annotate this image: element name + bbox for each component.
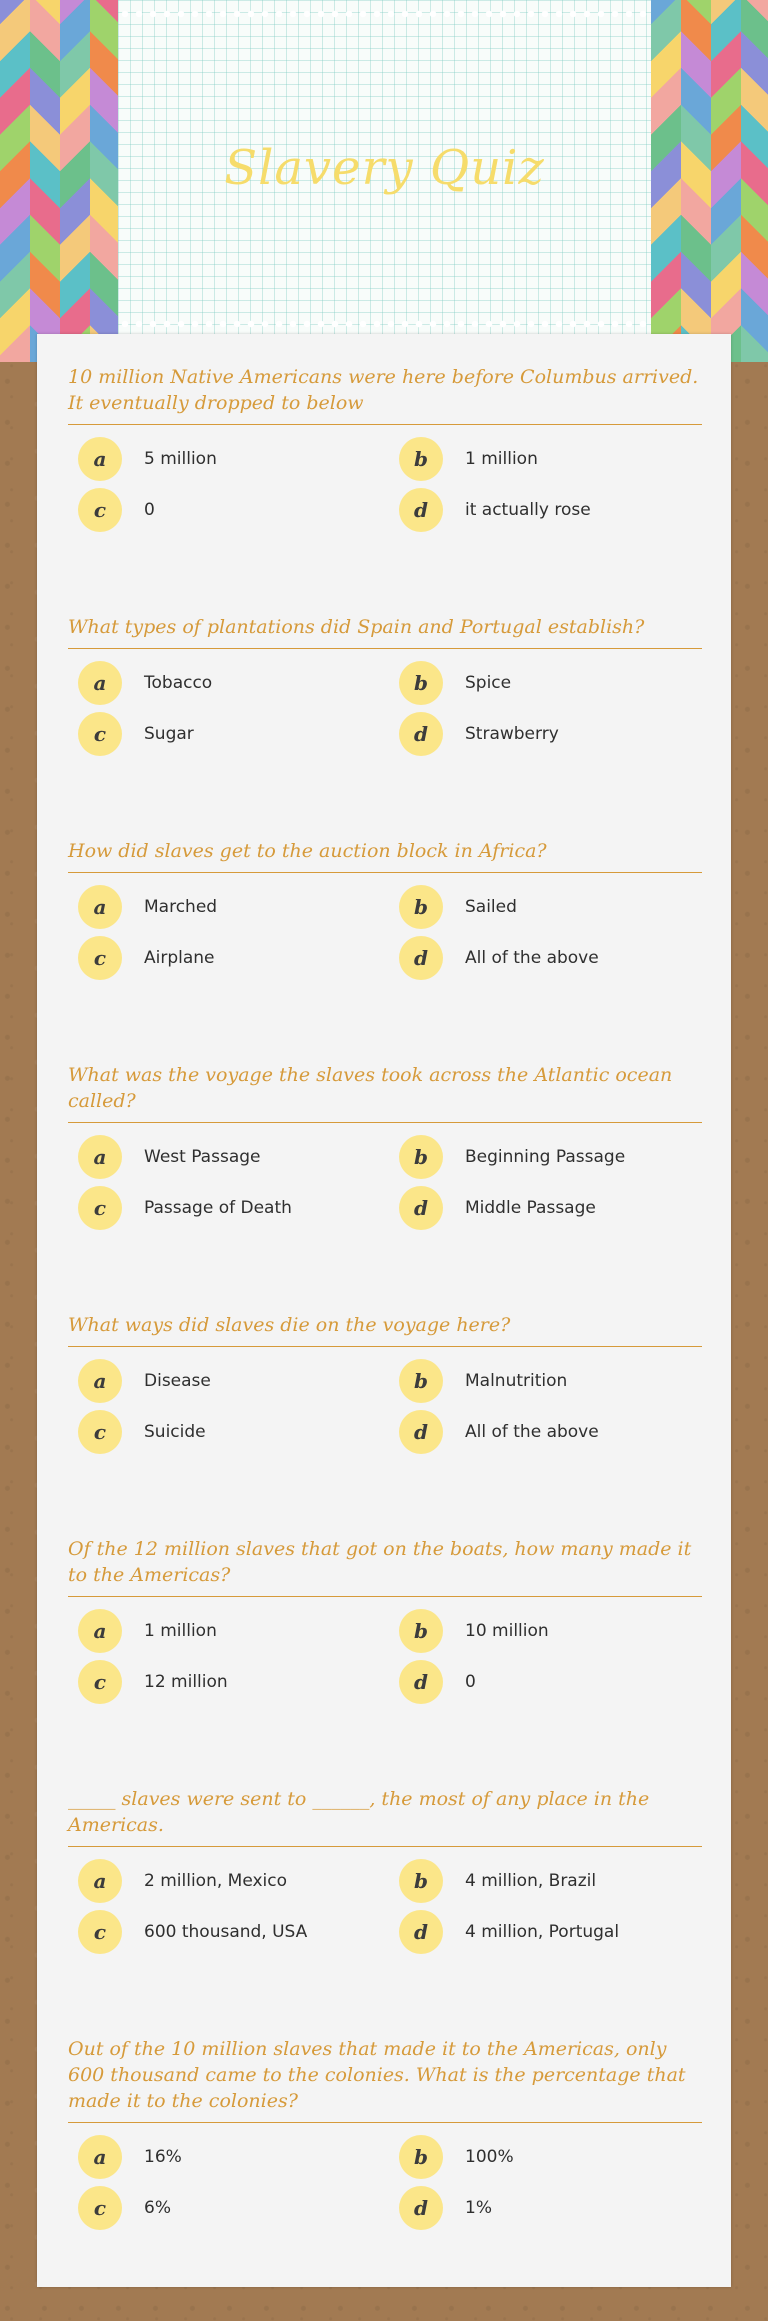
- option-label: Strawberry: [465, 723, 559, 744]
- option-letter-badge: a: [78, 1135, 122, 1179]
- option-c[interactable]: [78, 1660, 391, 1703]
- chevron-pattern-right: [651, 0, 768, 362]
- option-label: 16%: [144, 2146, 182, 2167]
- option-b[interactable]: [399, 1609, 712, 1652]
- option-d[interactable]: [399, 1910, 712, 1953]
- question-text: What was the voyage the slaves took across the Atlantic ocean called?: [68, 1062, 702, 1123]
- option-b[interactable]: [399, 1135, 712, 1178]
- option-letter-badge: d: [399, 1186, 443, 1230]
- option-letter-badge: d: [399, 936, 443, 980]
- option-c[interactable]: [78, 2186, 391, 2229]
- question-3: [68, 838, 702, 979]
- chevron-pattern-left: [0, 0, 118, 362]
- question-text: _____ slaves were sent to ______, the most of any place in the Americas.: [68, 1786, 702, 1847]
- question-text: What types of plantations did Spain and Portugal establish?: [68, 614, 702, 649]
- option-letter-badge: c: [78, 2186, 122, 2230]
- option-grid: [68, 1859, 702, 1953]
- option-d[interactable]: [399, 1660, 712, 1703]
- chevron-band: [60, 0, 90, 362]
- option-letter-badge: d: [399, 1910, 443, 1954]
- option-label: 4 million, Portugal: [465, 1921, 620, 1942]
- question-text: 10 million Native Americans were here before Columbus arrived. It eventually dropped to below: [68, 364, 702, 425]
- option-grid: [68, 661, 702, 755]
- option-letter-badge: b: [399, 1609, 443, 1653]
- option-letter-badge: b: [399, 1359, 443, 1403]
- option-c[interactable]: [78, 1186, 391, 1229]
- option-letter-badge: a: [78, 661, 122, 705]
- option-label: Malnutrition: [465, 1370, 568, 1391]
- option-label: 1%: [465, 2197, 492, 2218]
- option-letter-badge: c: [78, 1660, 122, 1704]
- option-letter-badge: d: [399, 712, 443, 756]
- option-letter-badge: a: [78, 437, 122, 481]
- option-letter-badge: d: [399, 1410, 443, 1454]
- question-7: [68, 1786, 702, 1953]
- option-grid: [68, 437, 702, 531]
- option-b[interactable]: [399, 437, 712, 480]
- option-letter-badge: a: [78, 1859, 122, 1903]
- option-label: 600 thousand, USA: [144, 1921, 308, 1942]
- header-banner: [0, 0, 768, 362]
- option-label: 0: [465, 1671, 476, 1692]
- option-label: 1 million: [465, 448, 538, 469]
- option-label: 100%: [465, 2146, 514, 2167]
- question-8: [68, 2036, 702, 2229]
- option-d[interactable]: [399, 712, 712, 755]
- option-d[interactable]: [399, 1186, 712, 1229]
- option-letter-badge: d: [399, 2186, 443, 2230]
- option-c[interactable]: [78, 488, 391, 531]
- option-label: 10 million: [465, 1620, 549, 1641]
- question-2: [68, 614, 702, 755]
- option-b[interactable]: [399, 661, 712, 704]
- option-grid: [68, 1135, 702, 1229]
- question-5: [68, 1312, 702, 1453]
- option-label: Middle Passage: [465, 1197, 596, 1218]
- option-letter-badge: d: [399, 1660, 443, 1704]
- option-letter-badge: a: [78, 885, 122, 929]
- option-label: All of the above: [465, 1421, 599, 1442]
- option-a[interactable]: [78, 1859, 391, 1902]
- option-a[interactable]: [78, 1135, 391, 1178]
- option-a[interactable]: [78, 1359, 391, 1402]
- option-d[interactable]: [399, 1410, 712, 1453]
- option-label: 0: [144, 499, 155, 520]
- option-grid: [68, 2135, 702, 2229]
- option-c[interactable]: [78, 712, 391, 755]
- option-label: Spice: [465, 672, 512, 693]
- option-label: 6%: [144, 2197, 171, 2218]
- chevron-band: [90, 0, 118, 362]
- question-text: What ways did slaves die on the voyage here?: [68, 1312, 702, 1347]
- question-4: [68, 1062, 702, 1229]
- quiz-card: [37, 334, 731, 2287]
- page-title: Slavery Quiz: [224, 140, 545, 196]
- option-letter-badge: d: [399, 488, 443, 532]
- option-grid: [68, 1359, 702, 1453]
- option-c[interactable]: [78, 1410, 391, 1453]
- option-label: Sailed: [465, 896, 517, 917]
- option-letter-badge: c: [78, 712, 122, 756]
- option-a[interactable]: [78, 2135, 391, 2178]
- chevron-band: [651, 0, 681, 362]
- option-letter-badge: b: [399, 2135, 443, 2179]
- option-letter-badge: c: [78, 1410, 122, 1454]
- option-letter-badge: a: [78, 2135, 122, 2179]
- option-label: Beginning Passage: [465, 1146, 626, 1167]
- option-c[interactable]: [78, 1910, 391, 1953]
- option-letter-badge: c: [78, 936, 122, 980]
- option-label: 12 million: [144, 1671, 228, 1692]
- option-label: All of the above: [465, 947, 599, 968]
- chevron-band: [30, 0, 60, 362]
- option-letter-badge: b: [399, 1135, 443, 1179]
- question-1: [68, 364, 702, 531]
- option-b[interactable]: [399, 1859, 712, 1902]
- option-a[interactable]: [78, 1609, 391, 1652]
- option-letter-badge: a: [78, 1359, 122, 1403]
- option-b[interactable]: [399, 1359, 712, 1402]
- option-b[interactable]: [399, 885, 712, 928]
- chevron-band: [681, 0, 711, 362]
- option-label: Marched: [144, 896, 218, 917]
- perforation-top: [118, 8, 651, 20]
- option-label: it actually rose: [465, 499, 591, 520]
- option-letter-badge: c: [78, 488, 122, 532]
- option-grid: [68, 885, 702, 979]
- option-letter-badge: c: [78, 1910, 122, 1954]
- question-6: [68, 1536, 702, 1703]
- option-label: 5 million: [144, 448, 217, 469]
- question-text: How did slaves get to the auction block in Africa?: [68, 838, 702, 873]
- chevron-band: [0, 0, 30, 362]
- option-label: Airplane: [144, 947, 215, 968]
- option-a[interactable]: [78, 661, 391, 704]
- option-grid: [68, 1609, 702, 1703]
- question-text: Of the 12 million slaves that got on the boats, how many made it to the Americas?: [68, 1536, 702, 1597]
- chevron-band: [741, 0, 768, 362]
- option-letter-badge: a: [78, 1609, 122, 1653]
- option-d[interactable]: [399, 936, 712, 979]
- option-b[interactable]: [399, 2135, 712, 2178]
- question-text: Out of the 10 million slaves that made it to the Americas, only 600 thousand came to the colonies. What is the percentage that made it to the colonies?: [68, 2036, 702, 2123]
- option-label: Suicide: [144, 1421, 206, 1442]
- option-label: Sugar: [144, 723, 194, 744]
- option-label: 4 million, Brazil: [465, 1870, 597, 1891]
- option-a[interactable]: [78, 437, 391, 480]
- option-label: West Passage: [144, 1146, 261, 1167]
- option-letter-badge: b: [399, 661, 443, 705]
- option-label: Passage of Death: [144, 1197, 292, 1218]
- option-label: 1 million: [144, 1620, 217, 1641]
- chevron-band: [711, 0, 741, 362]
- option-d[interactable]: [399, 488, 712, 531]
- perforation-bottom: [118, 318, 651, 330]
- option-label: 2 million, Mexico: [144, 1870, 288, 1891]
- option-label: Tobacco: [144, 672, 213, 693]
- option-c[interactable]: [78, 936, 391, 979]
- option-label: Disease: [144, 1370, 211, 1391]
- option-a[interactable]: [78, 885, 391, 928]
- option-d[interactable]: [399, 2186, 712, 2229]
- option-letter-badge: b: [399, 885, 443, 929]
- option-letter-badge: b: [399, 437, 443, 481]
- option-letter-badge: c: [78, 1186, 122, 1230]
- option-letter-badge: b: [399, 1859, 443, 1903]
